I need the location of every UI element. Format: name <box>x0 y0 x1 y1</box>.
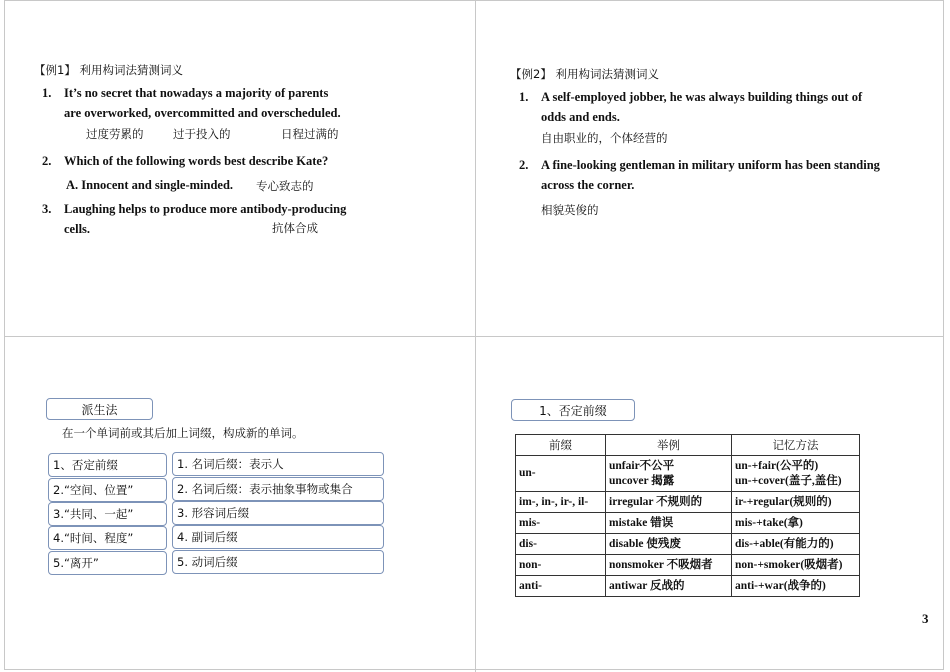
page-number: 3 <box>922 611 929 626</box>
prefix-cell: non- <box>516 555 606 576</box>
prefix-box: 1、否定前缀 <box>48 453 167 477</box>
derivation-description: 在一个单词前或其后加上词缀，构成新的单词。 <box>62 426 304 440</box>
memory-cell: un-+fair(公平的) un-+cover(盖子,盖住) <box>732 456 860 492</box>
item-1-line-2: are overworked, overcommitted and overscheduled. <box>64 106 341 120</box>
item-1-line-2: odds and ends. <box>541 110 620 124</box>
item-2-answer: A. Innocent and single-minded. <box>66 178 234 192</box>
item-number: 2. <box>519 158 529 172</box>
suffix-box: 5. 动词后缀 <box>172 550 384 574</box>
table-row <box>516 456 860 492</box>
note-overworked: 过度劳累的 <box>86 127 144 141</box>
suffix-box: 3. 形容词后缀 <box>172 501 384 525</box>
prefix-box: 4.“时间、程度” <box>48 526 167 550</box>
example-cell: unfair不公平 uncover 揭露 <box>606 456 732 492</box>
note-single-minded: 专心致志的 <box>256 179 314 193</box>
item-number: 1. <box>519 90 529 104</box>
prefix-cell: mis- <box>516 513 606 534</box>
example-cell: nonsmoker 不吸烟者 <box>606 555 732 576</box>
item-number: 2. <box>42 154 52 168</box>
prefix-cell: im-, in-, ir-, il- <box>516 492 606 513</box>
prefix-cell: un- <box>516 456 606 492</box>
prefix-box: 5.“离开” <box>48 551 167 575</box>
derivation-title: 派生法 <box>46 398 153 420</box>
prefix-cell: dis- <box>516 534 606 555</box>
table-row <box>516 492 860 513</box>
slide2-heading: 【例2】 利用构词法猜测词义 <box>510 67 659 81</box>
note-fine-looking: 相貌英俊的 <box>541 203 599 217</box>
item-2-line-1: Which of the following words best describe Kate? <box>64 154 329 168</box>
item-1-line-1: It’s no secret that nowadays a majority of parents <box>64 86 329 100</box>
memory-cell: mis-+take(拿) <box>732 513 860 534</box>
item-3-line-2: cells. <box>64 222 91 236</box>
prefix-box: 2.“空间、位置” <box>48 478 167 502</box>
table-row <box>516 576 860 597</box>
item-2-line-2: across the corner. <box>541 178 635 192</box>
memory-cell: dis-+able(有能力的) <box>732 534 860 555</box>
suffix-box: 4. 副词后缀 <box>172 525 384 549</box>
item-3-line-1: Laughing helps to produce more antibody-producing <box>64 202 347 216</box>
example-cell: irregular 不规则的 <box>606 492 732 513</box>
memory-cell: ir-+regular(规则的) <box>732 492 860 513</box>
example-cell: mistake 错误 <box>606 513 732 534</box>
table-header: 前缀 <box>516 435 606 456</box>
note-overcommitted: 过于投入的 <box>173 127 231 141</box>
note-antibody-producing: 抗体合成 <box>272 221 318 235</box>
horizontal-divider <box>4 336 944 337</box>
item-number: 1. <box>42 86 52 100</box>
memory-cell: non-+smoker(吸烟者) <box>732 555 860 576</box>
slide1-heading: 【例1】 利用构词法猜测词义 <box>34 63 183 77</box>
prefix-table <box>515 434 860 597</box>
example-cell: disable 使残废 <box>606 534 732 555</box>
example-cell: antiwar 反战的 <box>606 576 732 597</box>
prefix-cell: anti- <box>516 576 606 597</box>
table-row <box>516 534 860 555</box>
suffix-box: 2. 名词后缀：表示抽象事物或集合 <box>172 477 384 501</box>
note-self-employed: 自由职业的，个体经营的 <box>541 131 668 145</box>
note-overscheduled: 日程过满的 <box>281 127 339 141</box>
table-row <box>516 555 860 576</box>
item-number: 3. <box>42 202 52 216</box>
table-header: 记忆方法 <box>732 435 860 456</box>
negative-prefix-title: 1、否定前缀 <box>511 399 635 421</box>
table-row <box>516 513 860 534</box>
prefix-box: 3.“共同、一起” <box>48 502 167 526</box>
item-1-line-1: A self-employed jobber, he was always building things out of <box>541 90 863 104</box>
item-2-line-1: A fine-looking gentleman in military uniform has been standing <box>541 158 880 172</box>
memory-cell: anti-+war(战争的) <box>732 576 860 597</box>
table-header: 举例 <box>606 435 732 456</box>
suffix-box: 1. 名词后缀：表示人 <box>172 452 384 476</box>
